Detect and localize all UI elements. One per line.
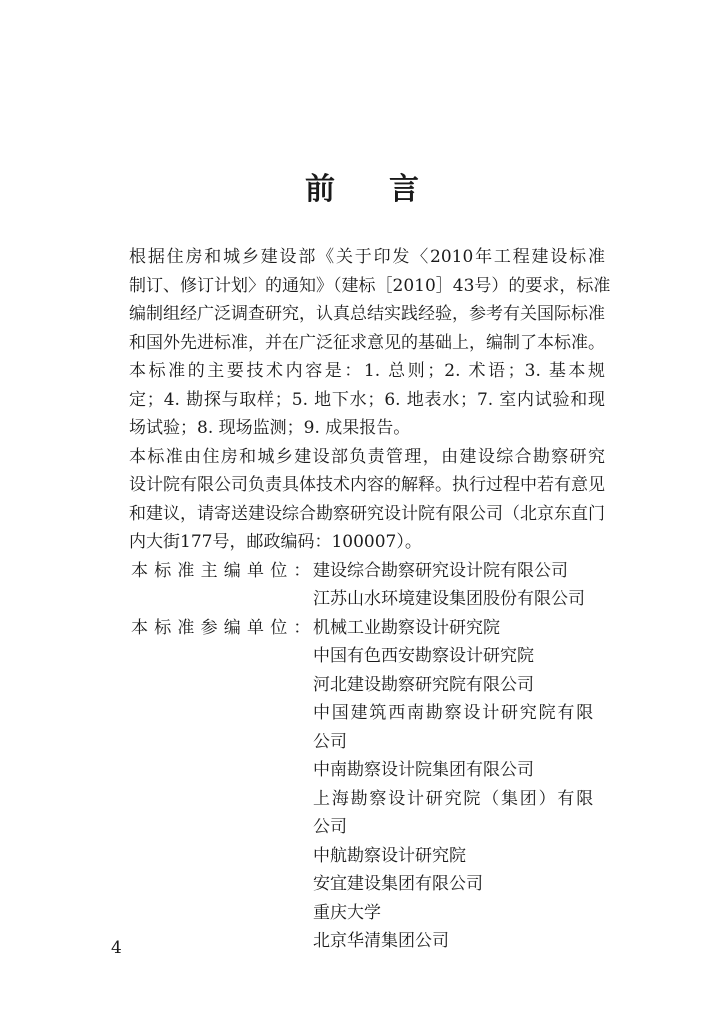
paragraph-line: 制订、修订计划〉的通知》（建标［2010］43号）的要求，标准 xyxy=(129,275,611,296)
paragraph-line: 场试验；8. 现场监测；9. 成果报告。 xyxy=(129,418,411,438)
paragraph-line: 本标准由住房和城乡建设部负责管理，由建设综合勘察研究 xyxy=(129,446,605,467)
organization-item: 安宜建设集团有限公司 xyxy=(313,874,483,894)
page-title: 前言 xyxy=(305,172,473,207)
page-number: 4 xyxy=(111,938,122,958)
paragraph-line: 设计院有限公司负责具体技术内容的解释。执行过程中若有意见 xyxy=(129,475,605,495)
participating-editors-label: 本标准参编单位： xyxy=(131,617,317,638)
participating-editors-section xyxy=(95,614,605,956)
paragraph-2 xyxy=(95,357,605,443)
organization-item: 北京华清集团公司 xyxy=(313,931,449,951)
organization-item: 上海勘察设计研究院（集团）有限 xyxy=(313,788,595,809)
organization-item: 建设综合勘察研究设计院有限公司 xyxy=(313,560,568,581)
chief-editors-list xyxy=(313,557,605,614)
organization-item: 重庆大学 xyxy=(313,902,381,923)
participating-editors-list xyxy=(313,614,605,956)
paragraph-1 xyxy=(95,243,611,357)
organization-item: 中航勘察设计研究院 xyxy=(313,845,466,866)
organization-item: 机械工业勘察设计研究院 xyxy=(313,617,500,638)
paragraph-line: 编制组经广泛调查研究，认真总结实践经验，参考有关国际标准 xyxy=(129,304,605,324)
organization-item: 中国有色西安勘察设计研究院 xyxy=(313,646,534,666)
chief-editors-section xyxy=(95,557,605,614)
organization-item: 中国建筑西南勘察设计研究院有限 xyxy=(313,703,595,723)
organization-item-continuation: 公司 xyxy=(313,731,347,752)
paragraph-line: 根据住房和城乡建设部《关于印发〈2010年工程建设标准 xyxy=(129,247,605,267)
paragraph-line: 本标准的主要技术内容是：1. 总则；2. 术语；3. 基本规 xyxy=(129,361,605,381)
body-text xyxy=(95,243,611,956)
organization-item: 江苏山水环境建设集团股份有限公司 xyxy=(313,589,585,609)
organization-item-continuation: 公司 xyxy=(313,817,347,837)
paragraph-line: 内大街177号，邮政编码：100007）。 xyxy=(129,532,422,552)
paragraph-line: 和国外先进标准，并在广泛征求意见的基础上，编制了本标准。 xyxy=(129,332,605,353)
organization-item: 河北建设勘察研究院有限公司 xyxy=(313,674,534,695)
chief-editors-label: 本标准主编单位： xyxy=(131,560,317,581)
organization-item: 中南勘察设计院集团有限公司 xyxy=(313,760,534,780)
paragraph-3 xyxy=(95,443,605,557)
paragraph-line: 定；4. 勘探与取样；5. 地下水；6. 地表水；7. 室内试验和现 xyxy=(129,389,605,410)
paragraph-line: 和建议，请寄送建设综合勘察研究设计院有限公司（北京东直门 xyxy=(129,503,605,524)
